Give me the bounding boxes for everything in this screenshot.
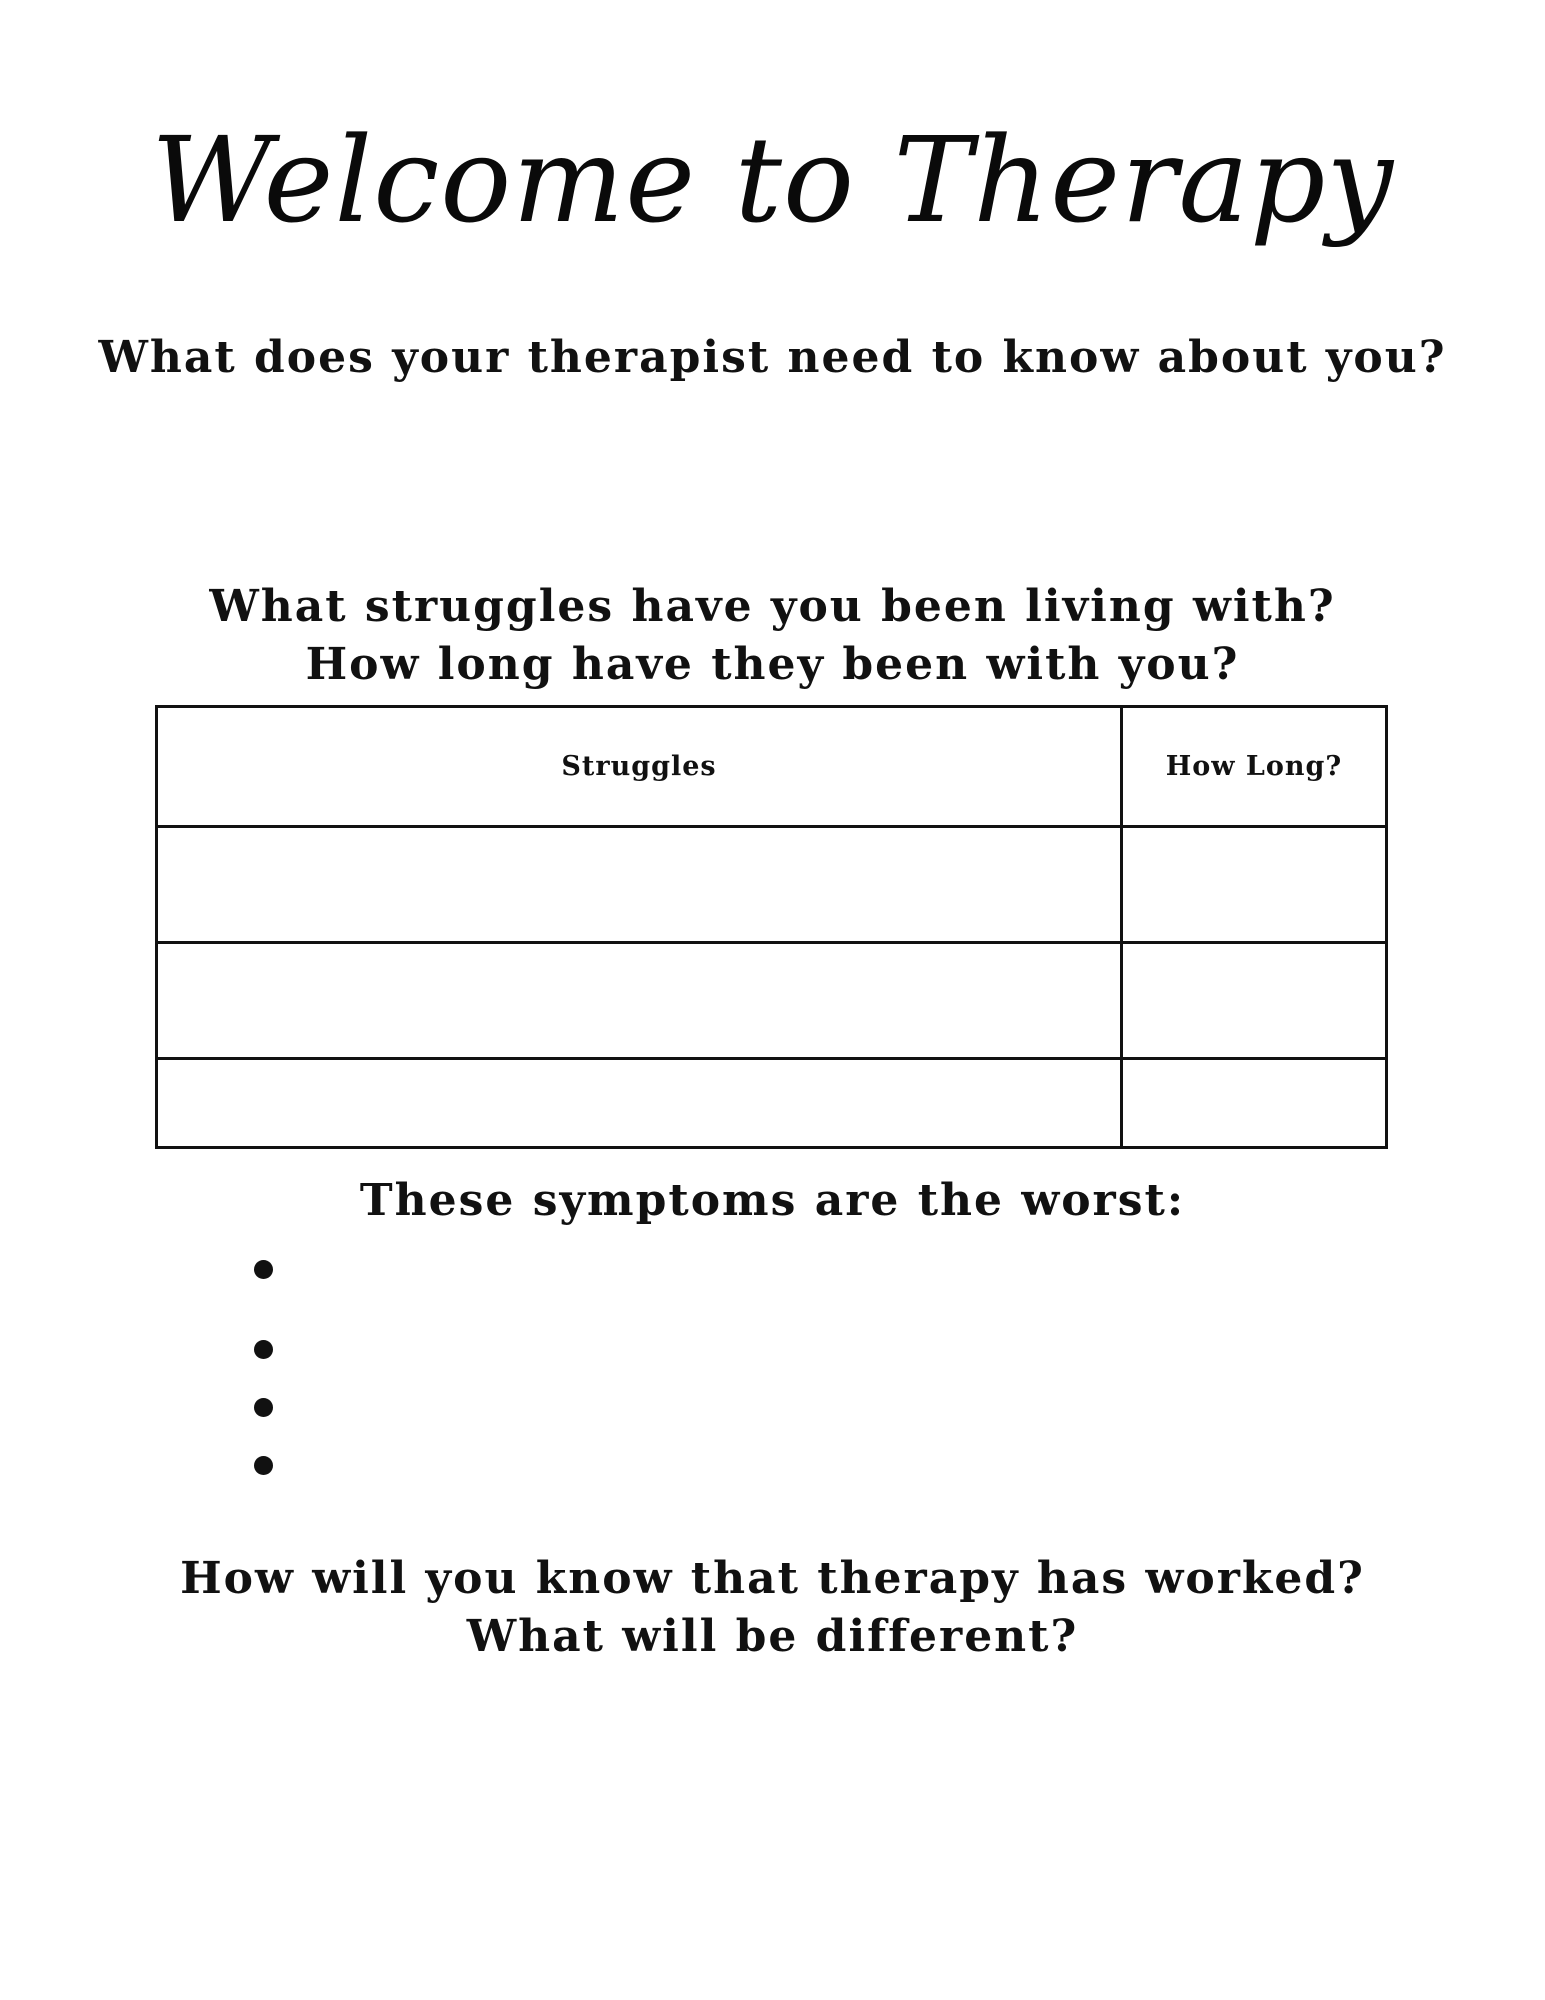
struggle-cell[interactable] — [157, 827, 1122, 943]
question-outcome-line1: How will you know that therapy has worked? — [180, 1553, 1365, 1604]
question-struggles — [0, 578, 1545, 694]
how-long-cell[interactable] — [1122, 943, 1387, 1059]
table-row — [157, 1059, 1387, 1148]
bullet-point — [254, 1340, 273, 1359]
bullet-point — [254, 1260, 273, 1279]
how-long-cell[interactable] — [1122, 827, 1387, 943]
worksheet-title: Welcome to Therapy — [150, 111, 1395, 249]
table-row — [157, 827, 1387, 943]
how-long-cell[interactable] — [1122, 1059, 1387, 1148]
question-outcome-line2: What will be different? — [466, 1611, 1079, 1662]
struggle-cell[interactable] — [157, 1059, 1122, 1148]
table-header-row — [157, 707, 1387, 827]
symptoms-heading: These symptoms are the worst: — [359, 1175, 1186, 1226]
header-struggles: Struggles — [157, 707, 1122, 827]
bullet-point — [254, 1398, 273, 1417]
table-row — [157, 943, 1387, 1059]
question-outcome — [0, 1550, 1545, 1666]
question-about-you: What does your therapist need to know about you? — [98, 332, 1447, 383]
question-struggles-line1: What struggles have you been living with? — [209, 581, 1336, 632]
struggles-table — [155, 705, 1388, 1149]
bullet-point — [254, 1456, 273, 1475]
struggle-cell[interactable] — [157, 943, 1122, 1059]
header-how-long: How Long? — [1122, 707, 1387, 827]
question-struggles-line2: How long have they been with you? — [305, 639, 1240, 690]
